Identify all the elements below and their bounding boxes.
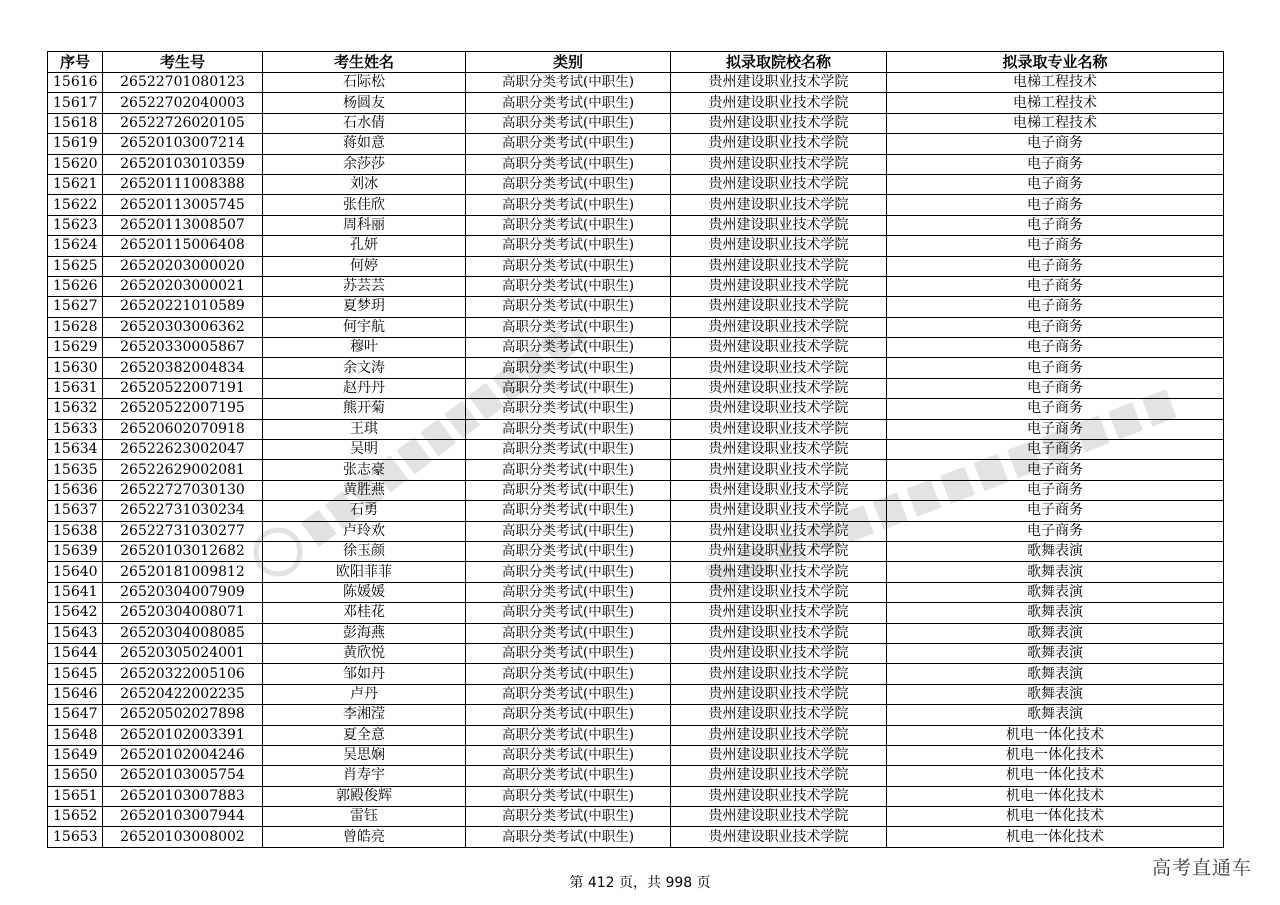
admission-roster-table bbox=[47, 51, 1224, 848]
cell-exam-number: 26520602070918 bbox=[103, 419, 263, 439]
cell-category: 高职分类考试(中职生) bbox=[466, 766, 671, 786]
cell-candidate-name: 杨圆友 bbox=[263, 93, 466, 113]
cell-category: 高职分类考试(中职生) bbox=[466, 195, 671, 215]
cell-category: 高职分类考试(中职生) bbox=[466, 378, 671, 398]
header-exam-number: 考生号 bbox=[103, 52, 263, 73]
cell-institution: 贵州建设职业技术学院 bbox=[671, 297, 887, 317]
cell-seq: 15649 bbox=[48, 745, 103, 765]
table-row bbox=[48, 603, 1224, 623]
cell-major: 电子商务 bbox=[887, 236, 1224, 256]
cell-seq: 15639 bbox=[48, 541, 103, 561]
cell-candidate-name: 邹如丹 bbox=[263, 664, 466, 684]
cell-exam-number: 26520203000021 bbox=[103, 276, 263, 296]
table-row bbox=[48, 256, 1224, 276]
cell-category: 高职分类考试(中职生) bbox=[466, 725, 671, 745]
cell-institution: 贵州建设职业技术学院 bbox=[671, 440, 887, 460]
header-institution: 拟录取院校名称 bbox=[671, 52, 887, 73]
footer-middle: 页，共 bbox=[619, 875, 661, 891]
cell-candidate-name: 夏梦玥 bbox=[263, 297, 466, 317]
cell-institution: 贵州建设职业技术学院 bbox=[671, 358, 887, 378]
cell-category: 高职分类考试(中职生) bbox=[466, 460, 671, 480]
cell-institution: 贵州建设职业技术学院 bbox=[671, 684, 887, 704]
cell-seq: 15622 bbox=[48, 195, 103, 215]
cell-institution: 贵州建设职业技术学院 bbox=[671, 664, 887, 684]
cell-major: 电梯工程技术 bbox=[887, 93, 1224, 113]
cell-seq: 15636 bbox=[48, 480, 103, 500]
cell-seq: 15638 bbox=[48, 521, 103, 541]
cell-major: 电子商务 bbox=[887, 521, 1224, 541]
cell-candidate-name: 赵丹丹 bbox=[263, 378, 466, 398]
cell-exam-number: 26520304007909 bbox=[103, 582, 263, 602]
table-row bbox=[48, 93, 1224, 113]
header-seq: 序号 bbox=[48, 52, 103, 73]
cell-candidate-name: 吴思娴 bbox=[263, 745, 466, 765]
cell-category: 高职分类考试(中职生) bbox=[466, 297, 671, 317]
cell-institution: 贵州建设职业技术学院 bbox=[671, 338, 887, 358]
cell-seq: 15618 bbox=[48, 113, 103, 133]
cell-exam-number: 26520304008085 bbox=[103, 623, 263, 643]
cell-institution: 贵州建设职业技术学院 bbox=[671, 745, 887, 765]
cell-category: 高职分类考试(中职生) bbox=[466, 317, 671, 337]
table-row bbox=[48, 745, 1224, 765]
table-row bbox=[48, 317, 1224, 337]
cell-major: 电子商务 bbox=[887, 174, 1224, 194]
cell-seq: 15643 bbox=[48, 623, 103, 643]
cell-category: 高职分类考试(中职生) bbox=[466, 807, 671, 827]
cell-major: 歌舞表演 bbox=[887, 603, 1224, 623]
table-row bbox=[48, 195, 1224, 215]
cell-seq: 15632 bbox=[48, 399, 103, 419]
table-row bbox=[48, 827, 1224, 847]
cell-seq: 15650 bbox=[48, 766, 103, 786]
cell-major: 歌舞表演 bbox=[887, 664, 1224, 684]
cell-institution: 贵州建设职业技术学院 bbox=[671, 154, 887, 174]
cell-seq: 15644 bbox=[48, 643, 103, 663]
table-row bbox=[48, 684, 1224, 704]
cell-category: 高职分类考试(中职生) bbox=[466, 154, 671, 174]
cell-seq: 15621 bbox=[48, 174, 103, 194]
cell-exam-number: 26522629002081 bbox=[103, 460, 263, 480]
cell-seq: 15629 bbox=[48, 338, 103, 358]
cell-major: 电子商务 bbox=[887, 215, 1224, 235]
cell-exam-number: 26520522007195 bbox=[103, 399, 263, 419]
cell-seq: 15653 bbox=[48, 827, 103, 847]
cell-candidate-name: 黄欣悦 bbox=[263, 643, 466, 663]
cell-category: 高职分类考试(中职生) bbox=[466, 501, 671, 521]
cell-major: 机电一体化技术 bbox=[887, 745, 1224, 765]
table-row bbox=[48, 174, 1224, 194]
cell-seq: 15648 bbox=[48, 725, 103, 745]
cell-major: 电梯工程技术 bbox=[887, 113, 1224, 133]
cell-category: 高职分类考试(中职生) bbox=[466, 562, 671, 582]
table-row bbox=[48, 562, 1224, 582]
cell-candidate-name: 黄胜燕 bbox=[263, 480, 466, 500]
table-row bbox=[48, 541, 1224, 561]
table-row bbox=[48, 378, 1224, 398]
table-row bbox=[48, 807, 1224, 827]
cell-major: 电子商务 bbox=[887, 480, 1224, 500]
cell-candidate-name: 何宇航 bbox=[263, 317, 466, 337]
cell-major: 机电一体化技术 bbox=[887, 827, 1224, 847]
cell-candidate-name: 雷钰 bbox=[263, 807, 466, 827]
cell-candidate-name: 石勇 bbox=[263, 501, 466, 521]
cell-major: 机电一体化技术 bbox=[887, 766, 1224, 786]
cell-major: 电子商务 bbox=[887, 419, 1224, 439]
cell-exam-number: 26520115006408 bbox=[103, 236, 263, 256]
cell-major: 机电一体化技术 bbox=[887, 786, 1224, 806]
cell-seq: 15640 bbox=[48, 562, 103, 582]
table-row bbox=[48, 215, 1224, 235]
footer-page-number: 412 bbox=[587, 875, 615, 891]
table-row bbox=[48, 419, 1224, 439]
cell-exam-number: 26522727030130 bbox=[103, 480, 263, 500]
cell-category: 高职分类考试(中职生) bbox=[466, 664, 671, 684]
cell-category: 高职分类考试(中职生) bbox=[466, 603, 671, 623]
cell-category: 高职分类考试(中职生) bbox=[466, 358, 671, 378]
cell-candidate-name: 陈媛媛 bbox=[263, 582, 466, 602]
cell-seq: 15616 bbox=[48, 73, 103, 93]
cell-seq: 15627 bbox=[48, 297, 103, 317]
table-row bbox=[48, 297, 1224, 317]
cell-candidate-name: 彭海燕 bbox=[263, 623, 466, 643]
table-row bbox=[48, 399, 1224, 419]
cell-institution: 贵州建设职业技术学院 bbox=[671, 725, 887, 745]
table-row bbox=[48, 134, 1224, 154]
cell-institution: 贵州建设职业技术学院 bbox=[671, 705, 887, 725]
cell-category: 高职分类考试(中职生) bbox=[466, 113, 671, 133]
table-header-row bbox=[48, 52, 1224, 73]
cell-seq: 15635 bbox=[48, 460, 103, 480]
cell-major: 电子商务 bbox=[887, 460, 1224, 480]
cell-candidate-name: 夏全意 bbox=[263, 725, 466, 745]
cell-exam-number: 26522731030277 bbox=[103, 521, 263, 541]
table-row bbox=[48, 643, 1224, 663]
cell-exam-number: 26520422002235 bbox=[103, 684, 263, 704]
cell-seq: 15631 bbox=[48, 378, 103, 398]
cell-category: 高职分类考试(中职生) bbox=[466, 134, 671, 154]
cell-institution: 贵州建设职业技术学院 bbox=[671, 174, 887, 194]
cell-category: 高职分类考试(中职生) bbox=[466, 174, 671, 194]
cell-major: 歌舞表演 bbox=[887, 684, 1224, 704]
cell-candidate-name: 欧阳菲菲 bbox=[263, 562, 466, 582]
cell-institution: 贵州建设职业技术学院 bbox=[671, 480, 887, 500]
cell-major: 电子商务 bbox=[887, 338, 1224, 358]
cell-seq: 15623 bbox=[48, 215, 103, 235]
cell-candidate-name: 蒋如意 bbox=[263, 134, 466, 154]
cell-category: 高职分类考试(中职生) bbox=[466, 93, 671, 113]
footer-total-pages: 998 bbox=[665, 875, 693, 891]
cell-major: 电子商务 bbox=[887, 399, 1224, 419]
cell-category: 高职分类考试(中职生) bbox=[466, 440, 671, 460]
cell-exam-number: 26520203000020 bbox=[103, 256, 263, 276]
cell-category: 高职分类考试(中职生) bbox=[466, 256, 671, 276]
cell-category: 高职分类考试(中职生) bbox=[466, 643, 671, 663]
footer-suffix: 页 bbox=[696, 875, 711, 891]
cell-institution: 贵州建设职业技术学院 bbox=[671, 215, 887, 235]
cell-institution: 贵州建设职业技术学院 bbox=[671, 236, 887, 256]
cell-exam-number: 26520103005754 bbox=[103, 766, 263, 786]
table-row bbox=[48, 501, 1224, 521]
cell-category: 高职分类考试(中职生) bbox=[466, 684, 671, 704]
cell-exam-number: 26520113005745 bbox=[103, 195, 263, 215]
cell-institution: 贵州建设职业技术学院 bbox=[671, 195, 887, 215]
cell-exam-number: 26520103010359 bbox=[103, 154, 263, 174]
cell-candidate-name: 徐玉颜 bbox=[263, 541, 466, 561]
cell-category: 高职分类考试(中职生) bbox=[466, 705, 671, 725]
header-candidate-name: 考生姓名 bbox=[263, 52, 466, 73]
cell-candidate-name: 郭殿俊辉 bbox=[263, 786, 466, 806]
cell-category: 高职分类考试(中职生) bbox=[466, 541, 671, 561]
cell-seq: 15617 bbox=[48, 93, 103, 113]
table-row bbox=[48, 276, 1224, 296]
table-row bbox=[48, 623, 1224, 643]
cell-candidate-name: 卢玲欢 bbox=[263, 521, 466, 541]
table-row bbox=[48, 113, 1224, 133]
cell-seq: 15646 bbox=[48, 684, 103, 704]
cell-major: 电子商务 bbox=[887, 256, 1224, 276]
table-row bbox=[48, 236, 1224, 256]
cell-seq: 15628 bbox=[48, 317, 103, 337]
cell-seq: 15641 bbox=[48, 582, 103, 602]
cell-category: 高职分类考试(中职生) bbox=[466, 521, 671, 541]
cell-institution: 贵州建设职业技术学院 bbox=[671, 73, 887, 93]
cell-seq: 15634 bbox=[48, 440, 103, 460]
table-row bbox=[48, 73, 1224, 93]
cell-seq: 15645 bbox=[48, 664, 103, 684]
cell-seq: 15637 bbox=[48, 501, 103, 521]
table-row bbox=[48, 154, 1224, 174]
cell-seq: 15619 bbox=[48, 134, 103, 154]
page-footer bbox=[0, 872, 1280, 892]
cell-institution: 贵州建设职业技术学院 bbox=[671, 827, 887, 847]
cell-seq: 15630 bbox=[48, 358, 103, 378]
cell-seq: 15625 bbox=[48, 256, 103, 276]
table-row bbox=[48, 786, 1224, 806]
cell-category: 高职分类考试(中职生) bbox=[466, 399, 671, 419]
cell-exam-number: 26520103012682 bbox=[103, 541, 263, 561]
cell-major: 机电一体化技术 bbox=[887, 725, 1224, 745]
table-row bbox=[48, 705, 1224, 725]
cell-institution: 贵州建设职业技术学院 bbox=[671, 541, 887, 561]
table-body bbox=[48, 73, 1224, 848]
cell-candidate-name: 熊开菊 bbox=[263, 399, 466, 419]
cell-candidate-name: 石际松 bbox=[263, 73, 466, 93]
cell-candidate-name: 孔妍 bbox=[263, 236, 466, 256]
cell-exam-number: 26520103007214 bbox=[103, 134, 263, 154]
cell-candidate-name: 曾皓亮 bbox=[263, 827, 466, 847]
cell-institution: 贵州建设职业技术学院 bbox=[671, 113, 887, 133]
cell-candidate-name: 余莎莎 bbox=[263, 154, 466, 174]
footer-prefix: 第 bbox=[569, 875, 584, 891]
cell-exam-number: 26520522007191 bbox=[103, 378, 263, 398]
cell-candidate-name: 张志豪 bbox=[263, 460, 466, 480]
cell-institution: 贵州建设职业技术学院 bbox=[671, 603, 887, 623]
table-row bbox=[48, 521, 1224, 541]
cell-major: 电子商务 bbox=[887, 358, 1224, 378]
cell-seq: 15642 bbox=[48, 603, 103, 623]
cell-category: 高职分类考试(中职生) bbox=[466, 419, 671, 439]
cell-institution: 贵州建设职业技术学院 bbox=[671, 460, 887, 480]
cell-candidate-name: 肖寿宇 bbox=[263, 766, 466, 786]
cell-category: 高职分类考试(中职生) bbox=[466, 786, 671, 806]
cell-category: 高职分类考试(中职生) bbox=[466, 215, 671, 235]
cell-major: 电子商务 bbox=[887, 297, 1224, 317]
cell-major: 电子商务 bbox=[887, 440, 1224, 460]
cell-major: 歌舞表演 bbox=[887, 643, 1224, 663]
cell-institution: 贵州建设职业技术学院 bbox=[671, 317, 887, 337]
cell-exam-number: 26520502027898 bbox=[103, 705, 263, 725]
cell-major: 歌舞表演 bbox=[887, 562, 1224, 582]
cell-institution: 贵州建设职业技术学院 bbox=[671, 378, 887, 398]
cell-candidate-name: 卢丹 bbox=[263, 684, 466, 704]
cell-institution: 贵州建设职业技术学院 bbox=[671, 93, 887, 113]
cell-exam-number: 26520102004246 bbox=[103, 745, 263, 765]
cell-category: 高职分类考试(中职生) bbox=[466, 745, 671, 765]
cell-major: 电子商务 bbox=[887, 317, 1224, 337]
cell-major: 电子商务 bbox=[887, 501, 1224, 521]
cell-seq: 15633 bbox=[48, 419, 103, 439]
cell-exam-number: 26520322005106 bbox=[103, 664, 263, 684]
cell-exam-number: 26522702040003 bbox=[103, 93, 263, 113]
cell-exam-number: 26522701080123 bbox=[103, 73, 263, 93]
table-row bbox=[48, 725, 1224, 745]
cell-exam-number: 26520221010589 bbox=[103, 297, 263, 317]
cell-exam-number: 26520103008002 bbox=[103, 827, 263, 847]
cell-category: 高职分类考试(中职生) bbox=[466, 338, 671, 358]
cell-institution: 贵州建设职业技术学院 bbox=[671, 256, 887, 276]
cell-institution: 贵州建设职业技术学院 bbox=[671, 766, 887, 786]
table-row bbox=[48, 338, 1224, 358]
cell-exam-number: 26522623002047 bbox=[103, 440, 263, 460]
cell-institution: 贵州建设职业技术学院 bbox=[671, 623, 887, 643]
cell-candidate-name: 何婷 bbox=[263, 256, 466, 276]
cell-institution: 贵州建设职业技术学院 bbox=[671, 521, 887, 541]
cell-major: 歌舞表演 bbox=[887, 541, 1224, 561]
cell-candidate-name: 余文涛 bbox=[263, 358, 466, 378]
cell-category: 高职分类考试(中职生) bbox=[466, 276, 671, 296]
table-row bbox=[48, 358, 1224, 378]
cell-exam-number: 26520304008071 bbox=[103, 603, 263, 623]
cell-candidate-name: 石水倩 bbox=[263, 113, 466, 133]
cell-exam-number: 26520113008507 bbox=[103, 215, 263, 235]
cell-seq: 15620 bbox=[48, 154, 103, 174]
cell-exam-number: 26520103007944 bbox=[103, 807, 263, 827]
cell-exam-number: 26520382004834 bbox=[103, 358, 263, 378]
cell-major: 电子商务 bbox=[887, 378, 1224, 398]
table-row bbox=[48, 766, 1224, 786]
cell-candidate-name: 苏芸芸 bbox=[263, 276, 466, 296]
cell-category: 高职分类考试(中职生) bbox=[466, 480, 671, 500]
cell-exam-number: 26520303006362 bbox=[103, 317, 263, 337]
cell-major: 歌舞表演 bbox=[887, 623, 1224, 643]
cell-category: 高职分类考试(中职生) bbox=[466, 582, 671, 602]
cell-exam-number: 26520330005867 bbox=[103, 338, 263, 358]
cell-seq: 15647 bbox=[48, 705, 103, 725]
cell-exam-number: 26520111008388 bbox=[103, 174, 263, 194]
cell-institution: 贵州建设职业技术学院 bbox=[671, 501, 887, 521]
cell-institution: 贵州建设职业技术学院 bbox=[671, 134, 887, 154]
cell-seq: 15651 bbox=[48, 786, 103, 806]
cell-exam-number: 26520103007883 bbox=[103, 786, 263, 806]
cell-institution: 贵州建设职业技术学院 bbox=[671, 643, 887, 663]
cell-candidate-name: 邓桂花 bbox=[263, 603, 466, 623]
cell-exam-number: 26522726020105 bbox=[103, 113, 263, 133]
cell-category: 高职分类考试(中职生) bbox=[466, 236, 671, 256]
cell-institution: 贵州建设职业技术学院 bbox=[671, 419, 887, 439]
cell-major: 电子商务 bbox=[887, 276, 1224, 296]
cell-major: 电子商务 bbox=[887, 195, 1224, 215]
header-major: 拟录取专业名称 bbox=[887, 52, 1224, 73]
cell-major: 歌舞表演 bbox=[887, 705, 1224, 725]
cell-candidate-name: 李湘滢 bbox=[263, 705, 466, 725]
cell-seq: 15626 bbox=[48, 276, 103, 296]
cell-candidate-name: 刘冰 bbox=[263, 174, 466, 194]
cell-major: 机电一体化技术 bbox=[887, 807, 1224, 827]
cell-candidate-name: 张佳欣 bbox=[263, 195, 466, 215]
cell-exam-number: 26520181009812 bbox=[103, 562, 263, 582]
cell-seq: 15652 bbox=[48, 807, 103, 827]
cell-institution: 贵州建设职业技术学院 bbox=[671, 807, 887, 827]
cell-category: 高职分类考试(中职生) bbox=[466, 73, 671, 93]
table-row bbox=[48, 582, 1224, 602]
cell-seq: 15624 bbox=[48, 236, 103, 256]
cell-institution: 贵州建设职业技术学院 bbox=[671, 786, 887, 806]
cell-institution: 贵州建设职业技术学院 bbox=[671, 276, 887, 296]
cell-institution: 贵州建设职业技术学院 bbox=[671, 562, 887, 582]
cell-major: 歌舞表演 bbox=[887, 582, 1224, 602]
table-row bbox=[48, 664, 1224, 684]
cell-major: 电子商务 bbox=[887, 154, 1224, 174]
cell-exam-number: 26520305024001 bbox=[103, 643, 263, 663]
cell-category: 高职分类考试(中职生) bbox=[466, 827, 671, 847]
table-row bbox=[48, 440, 1224, 460]
cell-candidate-name: 周科丽 bbox=[263, 215, 466, 235]
cell-major: 电子商务 bbox=[887, 134, 1224, 154]
cell-institution: 贵州建设职业技术学院 bbox=[671, 399, 887, 419]
cell-major: 电梯工程技术 bbox=[887, 73, 1224, 93]
cell-exam-number: 26522731030234 bbox=[103, 501, 263, 521]
cell-candidate-name: 穆叶 bbox=[263, 338, 466, 358]
cell-candidate-name: 吴明 bbox=[263, 440, 466, 460]
cell-candidate-name: 王琪 bbox=[263, 419, 466, 439]
header-category: 类别 bbox=[466, 52, 671, 73]
cell-institution: 贵州建设职业技术学院 bbox=[671, 582, 887, 602]
cell-category: 高职分类考试(中职生) bbox=[466, 623, 671, 643]
cell-exam-number: 26520102003391 bbox=[103, 725, 263, 745]
table-row bbox=[48, 460, 1224, 480]
table-row bbox=[48, 480, 1224, 500]
corner-brand-logo: 高考直通车 bbox=[1151, 857, 1252, 879]
